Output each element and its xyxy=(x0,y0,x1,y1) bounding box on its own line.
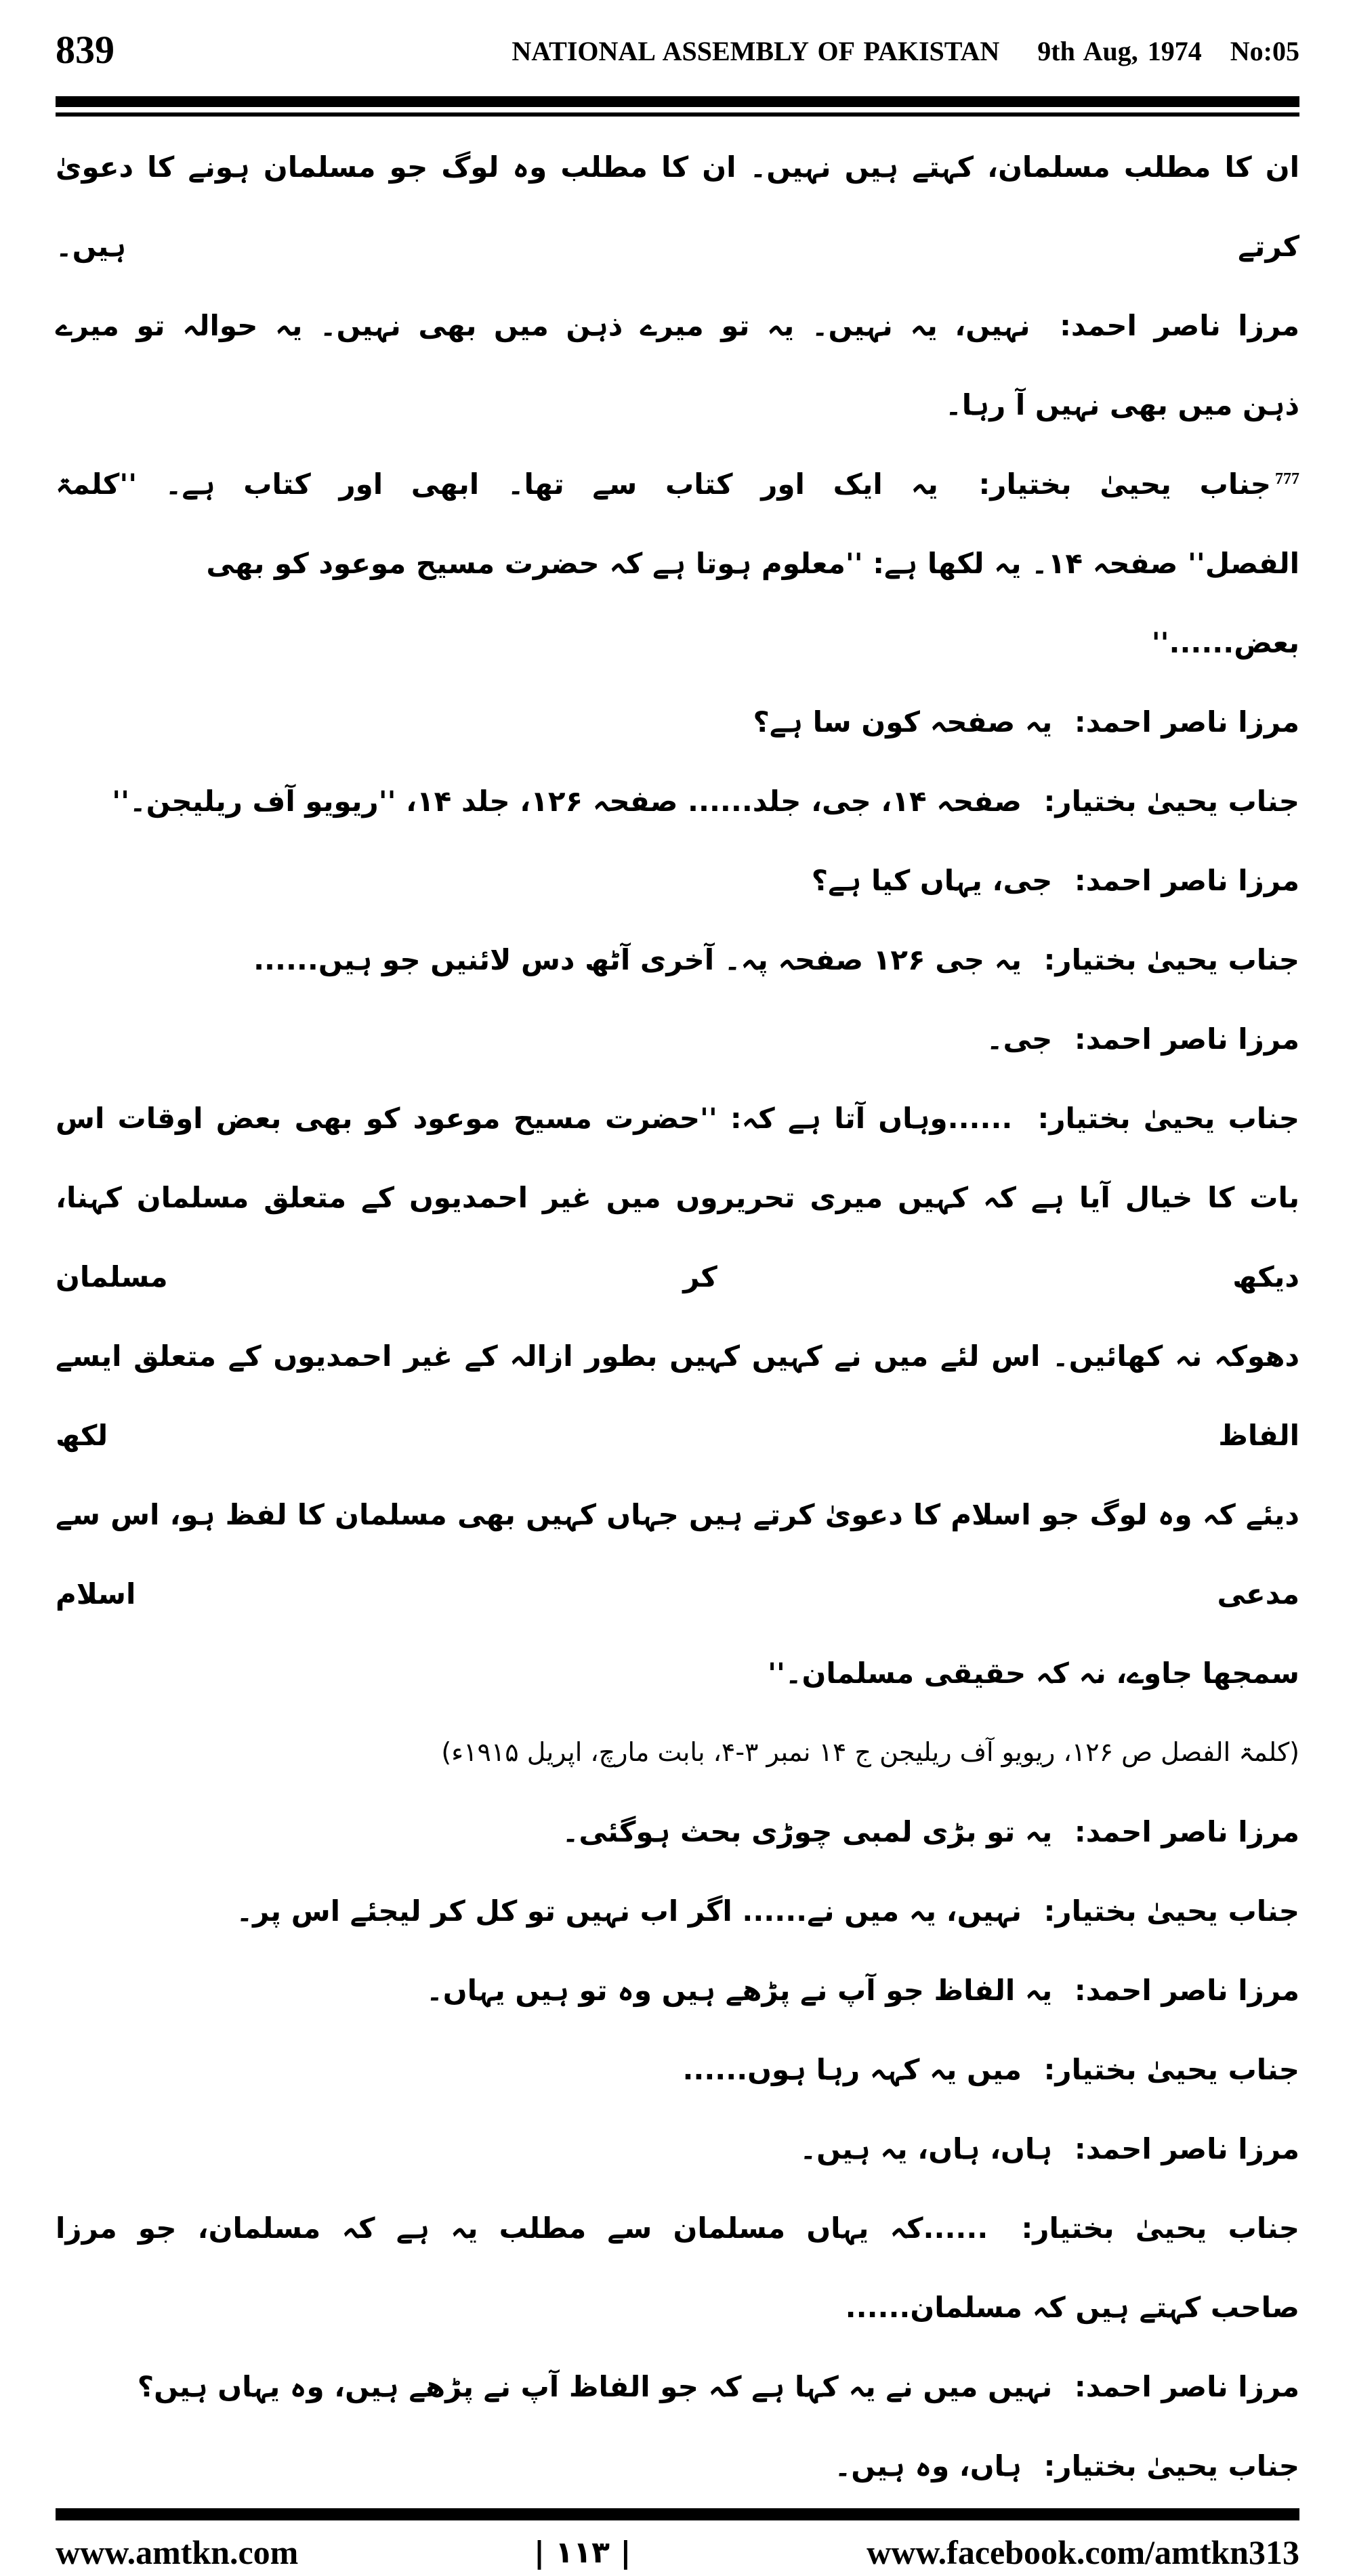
line-text: نہیں میں نے یہ کہا ہے کہ جو الفاظ آپ نے پڑھے ہیں، وہ یہاں ہیں؟ xyxy=(137,2370,1053,2403)
speaker-line xyxy=(56,286,1299,365)
speaker-line xyxy=(56,2030,1299,2109)
speaker-line xyxy=(56,1079,1299,1158)
page-header xyxy=(56,27,1299,81)
line-text: ہاں، ہاں، یہ ہیں۔ xyxy=(799,2132,1053,2165)
speaker-name: جناب یحییٰ بختیار: xyxy=(1043,2449,1299,2482)
speaker-name: مرزا ناصر احمد: xyxy=(1074,2132,1299,2165)
line-text: جی۔ xyxy=(986,1022,1053,1056)
facebook-link[interactable]: www.facebook.com/amtkn313 xyxy=(867,2533,1299,2571)
line-text: یہ صفحہ کون سا ہے؟ xyxy=(753,705,1053,739)
line-text: ......وہاں آتا ہے کہ: ''حضرت مسیح موعود کو بھی بعض اوقات اس xyxy=(56,1102,1013,1135)
line-text: دیئے کہ وہ لوگ جو اسلام کا دعویٰ کرتے ہیں جہاں کہیں بھی مسلمان کا لفظ ہو، اس سے مدعی اسلام xyxy=(56,1498,1299,1611)
speaker-name: مرزا ناصر احمد: xyxy=(1074,1974,1299,2007)
line-text: بات کا خیال آیا ہے کہ کہیں میری تحریروں میں غیر احمدیوں کے متعلق مسلمان کہنا، دیکھ کر مسلمان xyxy=(56,1181,1299,1293)
speaker-name: مرزا ناصر احمد: xyxy=(1074,705,1299,739)
header-rule-thick xyxy=(56,96,1299,107)
speaker-name: جناب یحییٰ بختیار: xyxy=(1043,2053,1299,2086)
speaker-line xyxy=(56,1871,1299,1951)
book-page-number: | ۱۱۳ | xyxy=(534,2535,631,2570)
line-text: الفصل'' صفحہ ۱۴۔ یہ لکھا ہے: ''معلوم ہوتا ہے کہ حضرت مسیح موعود کو بھی بعض......'' xyxy=(206,547,1299,659)
speaker-name: جناب یحییٰ بختیار: xyxy=(1021,2211,1299,2245)
text-line xyxy=(56,1634,1299,1713)
speaker-line xyxy=(56,2426,1299,2506)
text-line xyxy=(56,365,1299,444)
header-rule-thin xyxy=(56,112,1299,117)
line-text: یہ ایک اور کتاب سے تھا۔ ابھی اور کتاب ہے۔ ''کلمۃ xyxy=(56,468,938,501)
page-number: 839 xyxy=(56,28,114,72)
speaker-name: جناب یحییٰ بختیار: xyxy=(1037,1102,1299,1135)
speaker-line xyxy=(56,682,1299,762)
text-line xyxy=(56,127,1299,286)
speaker-line xyxy=(56,2188,1299,2268)
header-title: NATIONAL ASSEMBLY OF PAKISTAN 9th Aug, 1974 No:05 xyxy=(512,36,1299,66)
line-text: ......کہ یہاں مسلمان سے مطلب یہ ہے کہ مسلمان، جو مرزا xyxy=(56,2211,988,2245)
speaker-name: جناب یحییٰ بختیار: xyxy=(1043,943,1299,976)
line-text: دھوکہ نہ کھائیں۔ اس لئے میں نے کہیں کہیں بطور ازالہ کے غیر احمدیوں کے متعلق ایسے الفاظ لکھ xyxy=(56,1339,1299,1452)
line-text: ذہن میں بھی نہیں آ رہا۔ xyxy=(945,388,1299,421)
speaker-line xyxy=(56,2347,1299,2426)
speaker-line xyxy=(56,762,1299,841)
speaker-name: مرزا ناصر احمد: xyxy=(1074,2370,1299,2403)
line-text: یہ جی ۱۲۶ صفحہ پہ۔ آخری آٹھ دس لائنیں جو ہیں...... xyxy=(253,943,1022,976)
speaker-name: مرزا ناصر احمد: xyxy=(1074,1022,1299,1056)
line-text: صاحب کہتے ہیں کہ مسلمان...... xyxy=(845,2291,1299,2324)
text-line xyxy=(56,1158,1299,1316)
speaker-line xyxy=(56,841,1299,920)
text-line xyxy=(56,1316,1299,1475)
website-link[interactable]: www.amtkn.com xyxy=(56,2533,299,2571)
line-text: ہاں، وہ ہیں۔ xyxy=(834,2449,1022,2482)
speaker-line xyxy=(56,1951,1299,2030)
speaker-line xyxy=(56,920,1299,999)
speaker-name: جناب یحییٰ بختیار: xyxy=(978,468,1272,501)
speaker-name: جناب یحییٰ بختیار: xyxy=(1043,1894,1299,1928)
line-text: جی، یہاں کیا ہے؟ xyxy=(811,864,1053,897)
line-text: نہیں، یہ میں نے...... اگر اب نہیں تو کل کر لیجئے اس پر۔ xyxy=(236,1894,1022,1928)
line-text: سمجھا جاوے، نہ کہ حقیقی مسلمان۔'' xyxy=(768,1657,1299,1690)
speaker-name: مرزا ناصر احمد: xyxy=(1074,864,1299,897)
text-line xyxy=(56,1475,1299,1634)
reference-citation xyxy=(56,1713,1299,1792)
line-text: ان کا مطلب مسلمان، کہتے ہیں نہیں۔ ان کا مطلب وہ لوگ جو مسلمان ہونے کا دعویٰ کرتے ہیں۔ xyxy=(56,150,1299,263)
original-page-marker: 777 xyxy=(1275,470,1300,488)
speaker-name: مرزا ناصر احمد: xyxy=(1074,1815,1299,1848)
page-footer-area xyxy=(56,2506,1299,2576)
text-line xyxy=(56,524,1299,682)
speaker-name: مرزا ناصر احمد: xyxy=(1060,309,1299,342)
speaker-line xyxy=(56,444,1299,524)
line-text: میں یہ کہہ رہا ہوں...... xyxy=(682,2053,1022,2086)
line-text: (کلمۃ الفصل ص ۱۲۶، ریویو آف ریلیجن ج ۱۴ نمبر ۳-۴، بابت مارچ، اپریل ۱۹۱۵ء) xyxy=(441,1737,1299,1767)
line-text: یہ الفاظ جو آپ نے پڑھے ہیں وہ تو ہیں یہاں۔ xyxy=(426,1974,1053,2007)
text-line xyxy=(56,2268,1299,2347)
line-text: یہ تو بڑی لمبی چوڑی بحث ہوگئی۔ xyxy=(562,1815,1053,1848)
speaker-line xyxy=(56,2109,1299,2188)
speaker-line xyxy=(56,999,1299,1079)
speaker-line xyxy=(56,1792,1299,1871)
page-footer xyxy=(56,2529,1299,2576)
speaker-name: جناب یحییٰ بختیار: xyxy=(1043,785,1299,818)
transcript-body xyxy=(56,0,1299,2506)
line-text: صفحہ ۱۴، جی، جلد...... صفحہ ۱۲۶، جلد ۱۴، ''ریویو آف ریلیجن۔'' xyxy=(112,785,1022,818)
footer-rule xyxy=(56,2508,1299,2520)
line-text: نہیں، یہ نہیں۔ یہ تو میرے ذہن میں بھی نہیں۔ یہ حوالہ تو میرے xyxy=(56,309,1030,342)
